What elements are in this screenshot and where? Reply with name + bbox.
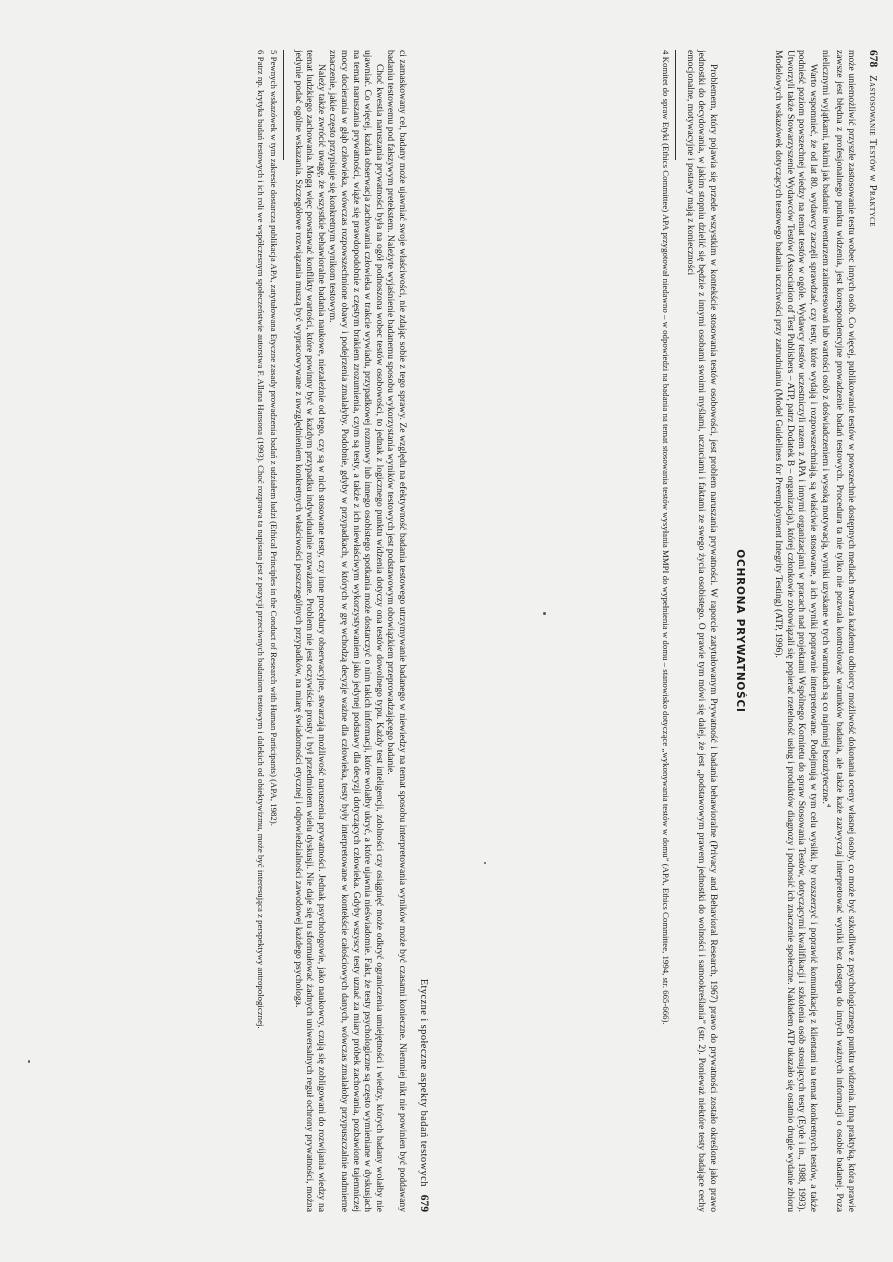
running-head-title: Etyczne i społeczne aspekty badań testowych xyxy=(418,978,429,1187)
footnote-rule xyxy=(675,50,676,160)
page-679 xyxy=(4,0,444,1262)
footnote-rule xyxy=(283,50,284,160)
footnote: 4 Komitet do spraw Etyki (Ethics Committee) APA przygotował niedawno – w odpowiedzi na badania na temat stosowania testów wysyłania MMPI do wypełnienia w domu – stanowisko dotyczące „wykonywania testów w domu” (APA, Ethics Committee, 1994, str. 665-666). xyxy=(661,50,672,1025)
page-number: 678 xyxy=(867,50,879,68)
scan-speck xyxy=(28,1060,30,1063)
scan-speck xyxy=(484,862,486,864)
footnote-mark: 4 xyxy=(824,803,832,808)
running-head xyxy=(863,50,879,1212)
paragraph: Warto wspomnieć, że od lat 80. wydawcy zaczęli sprawdzać, czy testy, które wydają i rozpowszechniają, są właściwie stosowane, a ich wyniki poprawnie interpretowane. Podejmują w tym celu wysiłki, by rozszerzyć i poprawić komunikację z klientami na temat konkretnych testów, a także podnieść poziom powszechnej wiedzy na temat testów w ogóle. Wydawcy testów uczestniczyli razem z APA i innymi organizacjami w pracach nad projektami Wspólnego Komitetu do spraw Stosowania Testów, dotyczącymi kwalifikacji i szkolenia osób stosujących testy (Eyde i in., 1988, 1993). Utworzyli także Stowarzyszenie Wydawców Testów (Association of Test Publishers – ATP, patrz Dodatek B – organizacja), której członkowie zobowiązali się popierać rzetelność usług i produktów diagnozy i podnosić ich znaczenie społeczne. Nakładem ATP ukazało się ostatnio drugie wydanie zbioru Modelowych wskazówek dotyczących testowego badania uczciwości przy zatrudnianiu (Model Guidelines for Preemployment Integrity Testing) (ATP, 1996). xyxy=(773,50,820,1212)
main-text xyxy=(684,50,857,1212)
page-number: 679 xyxy=(418,1194,430,1212)
paragraph: może uniemożliwić przyszłe zastosowanie testu wobec innych osób. Co więcej, publikowanie testów w powszechnie dostępnych mediach stwarza każdemu odbiorcy możliwość dokonania oceny własnej osoby, co może być szkodliwe z psychologicznego punktu widzenia. Inną praktyką, która prawie zawsze jest błędna z profesjonalnego punktu widzenia, jest korespondencyjne prowadzenie badań testowych. Procedura ta nie tylko nie pozwala kontrolować warunków badania, ale także każe zazwyczaj interpretować wyniki bez dostępu do innych ważnych informacji o osobie badanej. Poza nielicznymi wyjątkami, takimi jak badanie inwentarzem zainteresowań lub wartości osób z doświadczeniem i wysoką motywacją, wyniki uzyskane w tych warunkach są co najmniej bezużyteczne.$^4$ xyxy=(819,50,857,1212)
paragraph: Należy także zwrócić uwagę, że wszystkie behawioralne badania naukowe, niezależnie od tego, czy są w nich stosowane testy, czy inne procedury obserwacyjne, stwarzają możliwość naruszenia prywatności. Jednak psychologowie, jako naukowcy, czują się zobligowani do rozwijania wiedzy na temat ludzkiego zachowania. Mogą więc powstawać konflikty wartości, które powinny być w każdym przypadku indywidualnie rozważane. Problem nie jest oczywiście prosty i był przedmiotem wielu dyskusji. Nie daje się tu sformułować żadnych uniwersalnych reguł ochrony prywatności, można jedynie podać ogólne wskazania. Szczegółowe rozwiązania muszą być wypracowywane z uwzględnieniem konkretnych właściwości poszczególnych przypadków, na miarę świadomości etycznej i odpowiedzialności zawodowej każdego psychologa. xyxy=(292,50,327,1212)
paragraph: Choć kwestia naruszania prywatności była na ogół podnoszona wobec testów osobowości, to jednak z logicznego punktu widzenia dotyczy ona testów dowolnego typu. Każdy test inteligencji, zdolności czy osiągnięć może odkryć ograniczenia umiejętności i wiedzy, których badany wolałby nie ujawniać. Co więcej, każda obserwacja zachowania człowieka w trakcie wywiadu, przypadkowej rozmowy lub innego osobistego spotkania może dostarczyć o nim takich informacji, które wolałby ukryć, a które ujawnia nieświadomie. Fakt, że testy psychologiczne są często wymieniane w dyskusjach na temat naruszania prywatności, wiąże się prawdopodobnie z częstym brakiem zrozumienia, czym są testy, a także z ich niewłaściwym wykorzystywaniem jako jedynej podstawy dla decyzji dotyczących człowieka. Gdyby wszyscy testy uznać za miary próbek zachowania, pozbawione tajemniczej mocy docierania w głąb człowieka, wówczas rozpowszechnione obawy i podejrzenia zmalałyby. Podobnie, gdyby w przypadkach, w których w grę wchodzą decyzje ważne dla człowieka, testy były interpretowane w kontekście całościowych danych, wówczas zmalałoby przypuszczalnie nadmierne znaczenie, jakie często przypisuje się konkretnym wynikom testowym. xyxy=(327,50,385,1212)
footnote: 6 Patrz np. krytyka badań testowych i ich roli we współczesnym społeczeństwie autorstwa F. Allana Hansona (1993). Choć rozprawa ta napisana jest z pozycji przeciwnych badaniom testowym i dalekich od obiektywizmu, może być interesująca z perspektywy antropologicznej. xyxy=(255,50,266,1029)
footnote: 5 Pewnych wskazówek w tym zakresie dostarcza publikacja APA, zatytułowana Etyczne zasady prowadzenia badań z udziałem ludzi (Ethical Principles in the Conduct of Research with Human Participants) (APA, 1982). xyxy=(269,50,280,826)
paragraph: Problemem, który pojawia się przede wszystkim w kontekście stosowania testów osobowości, jest problem naruszania prywatności. W raporcie zatytułowanym Prywatność i badania behawioralne (Privacy and Behavioral Research, 1967) prawo do prywatności zostało określone jako prawo jednostki do decydowania, w jakim stopniu dzielić się będzie z innymi osobami swoimi myślami, uczuciami i faktami ze swego życia osobistego. O prawie tym mówi się dalej, że jest „podstawowym prawem jednostki do wolności i samookreślania” (str. 2). Ponieważ niektóre testy badające cechy emocjonalne, motywacyjne i postawy mają z konieczności xyxy=(684,50,720,1212)
main-text xyxy=(292,50,408,1212)
section-title: OCHRONA PRYWATNOŚCI xyxy=(733,549,746,713)
paragraph: ci zamaskowany cel, badany może ujawniać swoje właściwości, nie zdając sobie z tego sprawy. Ze względu na efektywność badania testowego utrzymywanie badanego w niewiedzy na temat sposobu interpretowania wyników może być czasami konieczne. Niemniej nikt nie powinien być poddawany badaniu testowemu pod fałszywym pretekstem. Należyte wyjaśnienie badanemu sposobu wykorzystania wyników testowych jest podstawowym obowiązkiem przeprowadzającego badanie. xyxy=(385,50,408,1212)
running-head-title: Zastosowanie Testów w Praktyce xyxy=(867,75,878,227)
running-head xyxy=(414,50,430,1212)
scan-speck xyxy=(543,612,546,615)
page-678 xyxy=(453,0,893,1262)
